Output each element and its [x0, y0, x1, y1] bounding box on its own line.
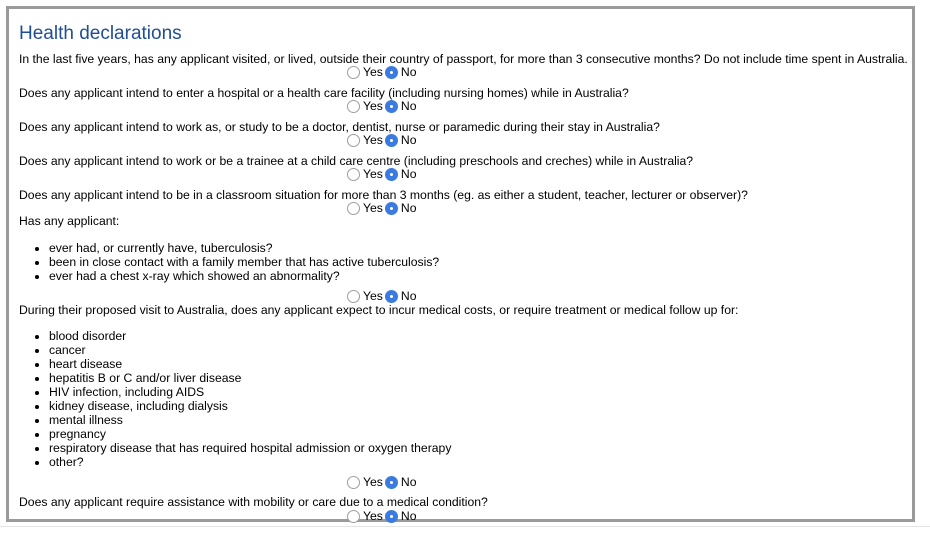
list-item: • other?: [49, 455, 451, 469]
radio-group: [347, 166, 416, 182]
condition-list: [19, 241, 439, 283]
no-label: No: [400, 509, 417, 523]
list-item: • kidney disease, including dialysis: [49, 399, 451, 413]
yes-label: Yes: [363, 167, 383, 181]
no-option[interactable]: [385, 133, 417, 147]
no-option[interactable]: [385, 475, 417, 489]
yes-radio-icon[interactable]: [347, 202, 360, 215]
yes-option[interactable]: [347, 289, 383, 303]
health-declarations-panel: [6, 6, 915, 522]
no-label: No: [400, 475, 417, 489]
no-option[interactable]: [385, 167, 417, 181]
list-item: • mental illness: [49, 413, 451, 427]
yes-option[interactable]: [347, 475, 383, 489]
list-item: • respiratory disease that has required hospital admission or oxygen therapy: [49, 441, 451, 455]
no-label: No: [400, 201, 417, 215]
radio-group: [347, 508, 416, 524]
no-radio-icon[interactable]: [385, 202, 398, 215]
list-item: • cancer: [49, 343, 451, 357]
no-radio-icon[interactable]: [385, 134, 398, 147]
no-radio-icon[interactable]: [385, 168, 398, 181]
yes-label: Yes: [363, 65, 383, 79]
yes-radio-icon[interactable]: [347, 290, 360, 303]
list-item: • ever had a chest x-ray which showed an abnormality?: [49, 269, 439, 283]
yes-option[interactable]: [347, 65, 383, 79]
yes-option[interactable]: [347, 99, 383, 113]
question-text: Has any applicant:: [19, 214, 120, 228]
list-item: • blood disorder: [49, 329, 451, 343]
yes-radio-icon[interactable]: [347, 510, 360, 523]
no-radio-icon[interactable]: [385, 476, 398, 489]
no-label: No: [400, 167, 417, 181]
yes-radio-icon[interactable]: [347, 168, 360, 181]
yes-label: Yes: [363, 475, 383, 489]
radio-group: [347, 474, 416, 490]
no-label: No: [400, 289, 417, 303]
no-radio-icon[interactable]: [385, 100, 398, 113]
no-label: No: [400, 99, 417, 113]
no-option[interactable]: [385, 99, 417, 113]
list-item: • ever had, or currently have, tuberculosis?: [49, 241, 439, 255]
no-radio-icon[interactable]: [385, 510, 398, 523]
no-label: No: [400, 65, 417, 79]
question-text: Does any applicant intend to work or be a trainee at a child care centre (including preschools and creches) while in Australia?: [19, 154, 694, 168]
yes-radio-icon[interactable]: [347, 100, 360, 113]
yes-radio-icon[interactable]: [347, 66, 360, 79]
radio-group: [347, 132, 416, 148]
no-radio-icon[interactable]: [385, 290, 398, 303]
radio-group: [347, 200, 416, 216]
radio-group: [347, 64, 416, 80]
question-text: Does any applicant intend to enter a hospital or a health care facility (including nursing homes) while in Australia?: [19, 86, 629, 100]
bottom-divider: [0, 526, 930, 527]
no-option[interactable]: [385, 509, 417, 523]
yes-label: Yes: [363, 289, 383, 303]
no-option[interactable]: [385, 65, 417, 79]
question-text: In the last five years, has any applicant visited, or lived, outside their country of passport, for more than 3 consecutive months? Do not include time spent in Australia.: [19, 52, 908, 66]
radio-group: [347, 288, 416, 304]
list-item: • hepatitis B or C and/or liver disease: [49, 371, 451, 385]
condition-list: [19, 329, 451, 469]
question-text: Does any applicant intend to work as, or study to be a doctor, dentist, nurse or paramedic during their stay in Australia?: [19, 120, 660, 134]
yes-label: Yes: [363, 509, 383, 523]
yes-label: Yes: [363, 201, 383, 215]
yes-radio-icon[interactable]: [347, 134, 360, 147]
yes-radio-icon[interactable]: [347, 476, 360, 489]
yes-option[interactable]: [347, 167, 383, 181]
no-label: No: [400, 133, 417, 147]
no-option[interactable]: [385, 289, 417, 303]
list-item: • been in close contact with a family member that has active tuberculosis?: [49, 255, 439, 269]
question-text: During their proposed visit to Australia, does any applicant expect to incur medical costs, or require treatment or medical follow up for:: [19, 303, 739, 317]
yes-label: Yes: [363, 99, 383, 113]
yes-option[interactable]: [347, 509, 383, 523]
no-radio-icon[interactable]: [385, 66, 398, 79]
list-item: • heart disease: [49, 357, 451, 371]
page-title: Health declarations: [19, 23, 182, 44]
list-item: • HIV infection, including AIDS: [49, 385, 451, 399]
question-text: Does any applicant require assistance with mobility or care due to a medical condition?: [19, 495, 488, 509]
radio-group: [347, 98, 416, 114]
question-text: Does any applicant intend to be in a classroom situation for more than 3 months (eg. as either a student, teacher, lecturer or observer)?: [19, 188, 748, 202]
yes-label: Yes: [363, 133, 383, 147]
yes-option[interactable]: [347, 201, 383, 215]
yes-option[interactable]: [347, 133, 383, 147]
no-option[interactable]: [385, 201, 417, 215]
list-item: • pregnancy: [49, 427, 451, 441]
